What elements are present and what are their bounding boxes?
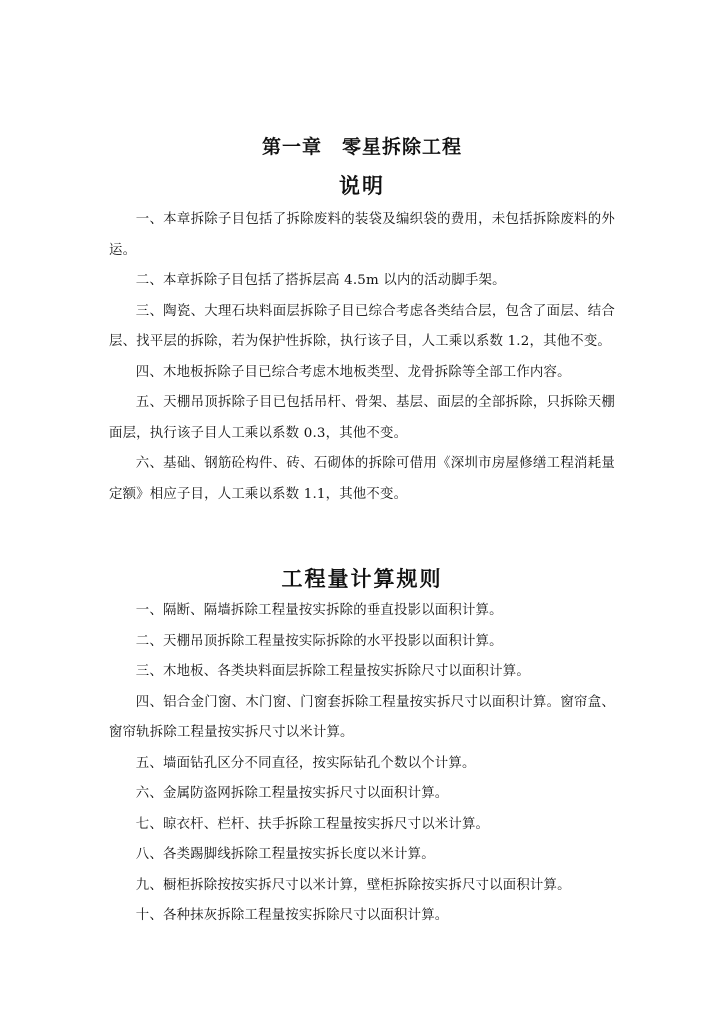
rule-item: 八、各类踢脚线拆除工程量按实拆长度以米计算。 [135,847,435,862]
rule-item: 九、橱柜拆除按按实拆尺寸以米计算，壁柜拆除按实拆尺寸以面积计算。 [135,877,571,893]
paragraph: 一、本章拆除子目包括了拆除废料的装袋及编织袋的费用，未包括拆除废料的外运。 [109,212,615,258]
rule-item: 二、天棚吊顶拆除工程量按实际拆除的水平投影以面积计算。 [135,633,503,649]
paragraph: 四、木地板拆除子目已综合考虑木地板类型、龙骨拆除等全部工作内容。 [135,364,571,380]
section-title-calculation-rules: 工程量计算规则 [281,567,443,591]
paragraph: 三、陶瓷、大理石块料面层拆除子目已综合考虑各类结合层，包含了面层、结合层、找平层的拆除，若为保护性拆除，执行该子目，人工乘以系数 1.2，其他不变。 [109,303,615,349]
rule-item: 六、金属防盗网拆除工程量按实拆尺寸以面积计算。 [135,786,449,801]
section-title-explanation: 说明 [339,174,385,198]
paragraph: 五、天棚吊顶拆除子目已包括吊杆、骨架、基层、面层的全部拆除，只拆除天棚面层，执行该子目人工乘以系数 0.3，其他不变。 [109,395,615,441]
rule-item: 四、铝合金门窗、木门窗、门窗套拆除工程量按实拆尺寸以面积计算。窗帘盒、窗帘轨拆除工程量按实拆尺寸以米计算。 [109,694,615,740]
rule-item: 三、木地板、各类块料面层拆除工程量按实拆除尺寸以面积计算。 [135,664,530,679]
paragraph: 六、基础、钢筋砼构件、砖、石砌体的拆除可借用《深圳市房屋修缮工程消耗量定额》相应子目，人工乘以系数 1.1，其他不变。 [109,456,615,502]
rule-item: 一、隔断、隔墙拆除工程量按实拆除的垂直投影以面积计算。 [135,603,503,618]
calculation-rules-body [109,596,615,932]
paragraph: 二、本章拆除子目包括了搭拆层高 4.5m 以内的活动脚手架。 [135,273,506,288]
explanation-body [109,205,615,510]
rule-item: 七、晾衣杆、栏杆、扶手拆除工程量按实拆尺寸以米计算。 [135,816,490,832]
rule-item: 五、墙面钻孔区分不同直径，按实际钻孔个数以个计算。 [135,755,476,771]
chapter-title: 第一章 零星拆除工程 [261,136,462,158]
rule-item: 十、各种抹灰拆除工程量按实拆除尺寸以面积计算。 [135,908,449,923]
